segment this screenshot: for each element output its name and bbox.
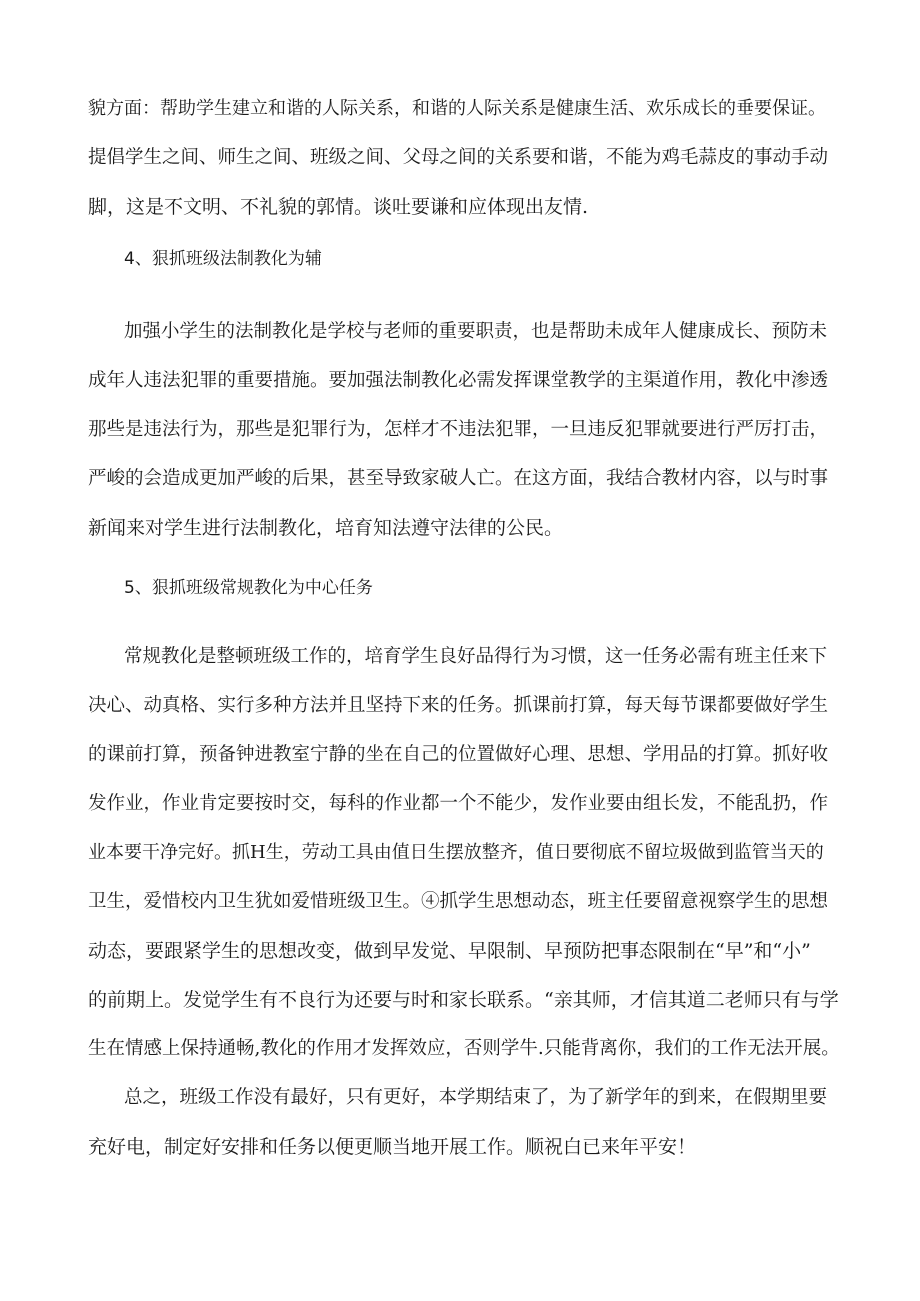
- section-heading-5: 5、狠抓班级常规教化为中心任务: [124, 578, 373, 598]
- text-line: 新闻来对学生进行法制教化，培育知法遵守法律的公民。: [88, 517, 564, 539]
- text-line: 决心、动真格、实行多种方法并且坚持下来的任务。抓课前打算，每天每节课都要做好学生: [88, 695, 829, 716]
- text-line: 的前期上。发觉学生有不良行为还要与时和家长联系。“亲其师，才信其道二老师只有与学: [88, 989, 839, 1011]
- text-line: 动态，要跟紧学生的思想改变，做到早发觉、早限制、早预防把事态限制在“早”和“小”: [88, 940, 811, 962]
- text-line: 生在情感上保持通畅,教化的作用才发挥效应，否则学牛.只能背离你，我们的工作无法开展。: [88, 1038, 840, 1059]
- text-line: 业本要干净完好。抓H生，劳动工具由值日生摆放整齐，值日要彻底不留垃圾做到监管当天的: [88, 842, 824, 863]
- text-line: 总之，班级工作没有最好，只有更好，本学期结束了，为了新学年的到来，在假期里要: [124, 1087, 828, 1108]
- text-line: 加强小学生的法制教化是学校与老师的重要职责，也是帮助未成年人健康成长、预防未: [124, 321, 828, 342]
- section-heading-4: 4、狠抓班级法制教化为辅: [124, 249, 322, 269]
- text-line: 的课前打算，预备钟进教室宁静的坐在自己的位置做好心理、思想、学用品的打算。抓好收: [88, 744, 829, 765]
- text-line: 发作业，作业肯定要按时交，每科的作业都一个不能少，发作业要由组长发，不能乱扔，作: [88, 793, 829, 814]
- text-line: 那些是违法行为，那些是犯罪行为，怎样才不违法犯罪，一旦违反犯罪就要进行严厉打击，: [88, 419, 829, 440]
- text-line: 常规教化是整顿班级工作的，培育学生良好品得行为习惯，这一任务必需有班主任来下: [124, 646, 828, 667]
- text-line: 脚，这是不文明、不礼貌的郭情。谈吐要谦和应体现出友情.: [88, 196, 589, 218]
- text-line: 成年人违法犯罪的重要措施。要加强法制教化必需发挥课堂教学的主渠道作用，教化中渗透: [88, 370, 829, 391]
- text-line: 充好电，制定好安排和任务以便更顺当地开展工作。顺祝白已来年平安！: [88, 1136, 697, 1158]
- text-line: 严峻的会造成更加严峻的后果，甚至导致家破人亡。在这方面，我结合教材内容，以与时事: [88, 468, 829, 489]
- text-line: 提倡学生之间、师生之间、班级之间、父母之间的关系要和谐，不能为鸡毛蒜皮的事动手动: [88, 147, 829, 168]
- text-line: 卫生，爱惜校内卫生犹如爱惜班级卫生。④抓学生思想动态，班主任要留意视察学生的思想: [88, 891, 829, 912]
- text-line: 貌方面：帮助学生建立和谐的人际关系，和谐的人际关系是健康生活、欢乐成长的垂要保证。: [88, 98, 826, 119]
